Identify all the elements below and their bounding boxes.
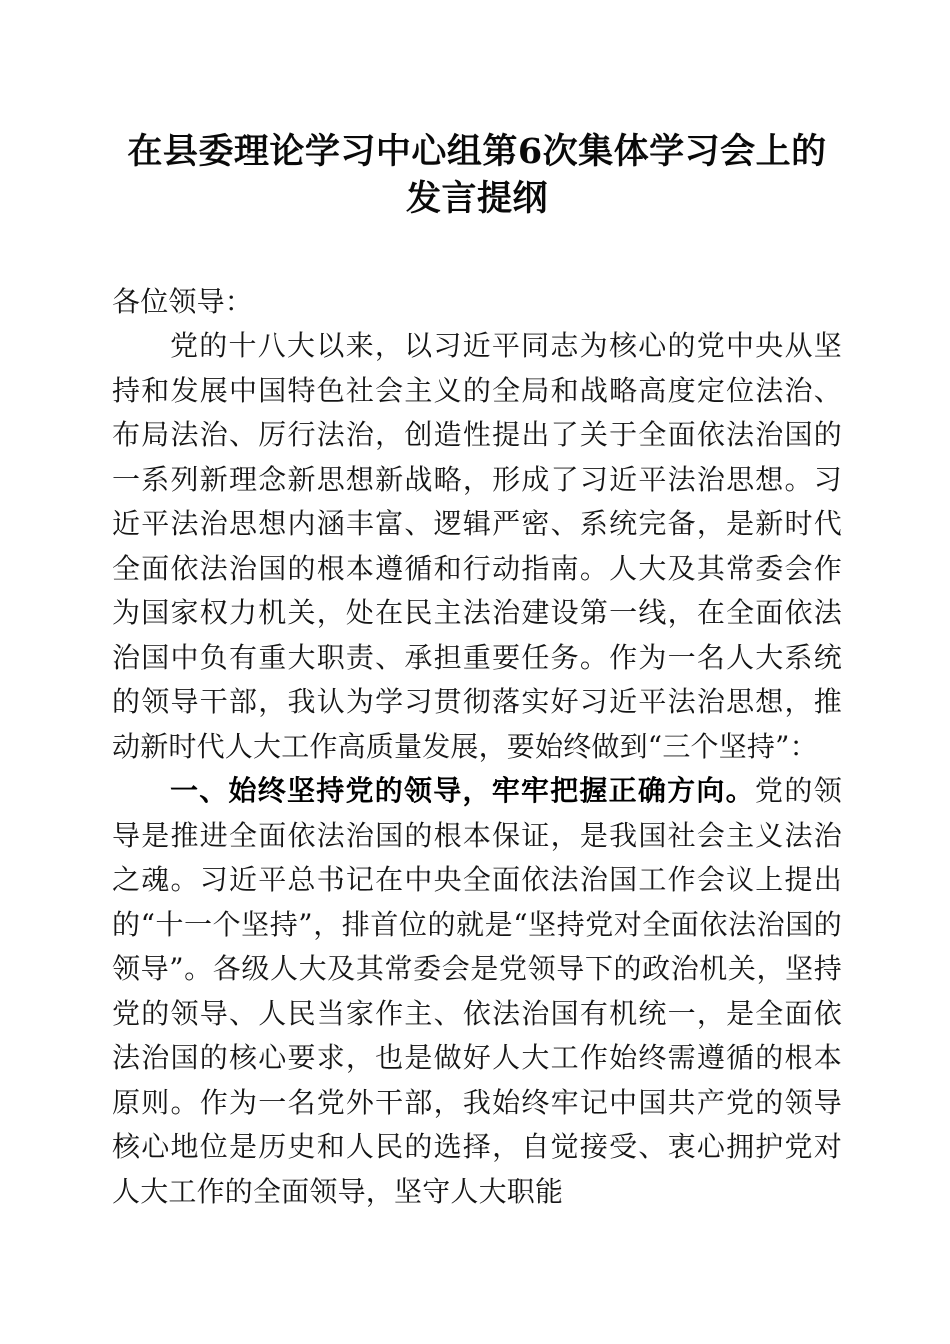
- section-heading-one: 一、始终坚持党的领导，牢牢把握正确方向。: [170, 774, 755, 807]
- document-body: [112, 128, 842, 1214]
- page-title-line-1: 在县委理论学习中心组第6次集体学习会上的: [127, 131, 827, 172]
- paragraph-intro: 党的十八大以来，以习近平同志为核心的党中央从坚持和发展中国特色社会主义的全局和战略高度定位法治、布局法治、厉行法治，创造性提出了关于全面依法治国的一系列新理念新思想新战略，形成了习近平法治思想。习近平法治思想内涵丰富、逻辑严密、系统完备，是新时代全面依法治国的根本遵循和行动指南。人大及其常委会作为国家权力机关，处在民主法治建设第一线，在全面依法治国中负有重大职责、承担重要任务。作为一名人大系统的领导干部，我认为学习贯彻落实好习近平法治思想，推动新时代人大工作高质量发展，要始终做到“三个坚持”：: [112, 329, 842, 763]
- salutation: 各位领导：: [112, 285, 254, 318]
- paragraph-section-one: [112, 769, 842, 1214]
- section-one-text: 党的领导是推进全面依法治国的根本保证，是我国社会主义法治之魂。习近平总书记在中央全面依法治国工作会议上提出的“十一个坚持”，排首位的就是“坚持党对全面依法治国的领导”。各级人大及其常委会是党领导下的政治机关，坚持党的领导、人民当家作主、依法治国有机统一，是全面依法治国的核心要求，也是做好人大工作始终需遵循的根本原则。作为一名党外干部，我始终牢记中国共产党的领导核心地位是历史和人民的选择，自觉接受、衷心拥护党对人大工作的全面领导，坚守人大职能: [112, 774, 842, 1208]
- title-spacer: [112, 222, 842, 280]
- page-title: [112, 128, 842, 222]
- page-title-line-2: 发言提纲: [405, 178, 548, 219]
